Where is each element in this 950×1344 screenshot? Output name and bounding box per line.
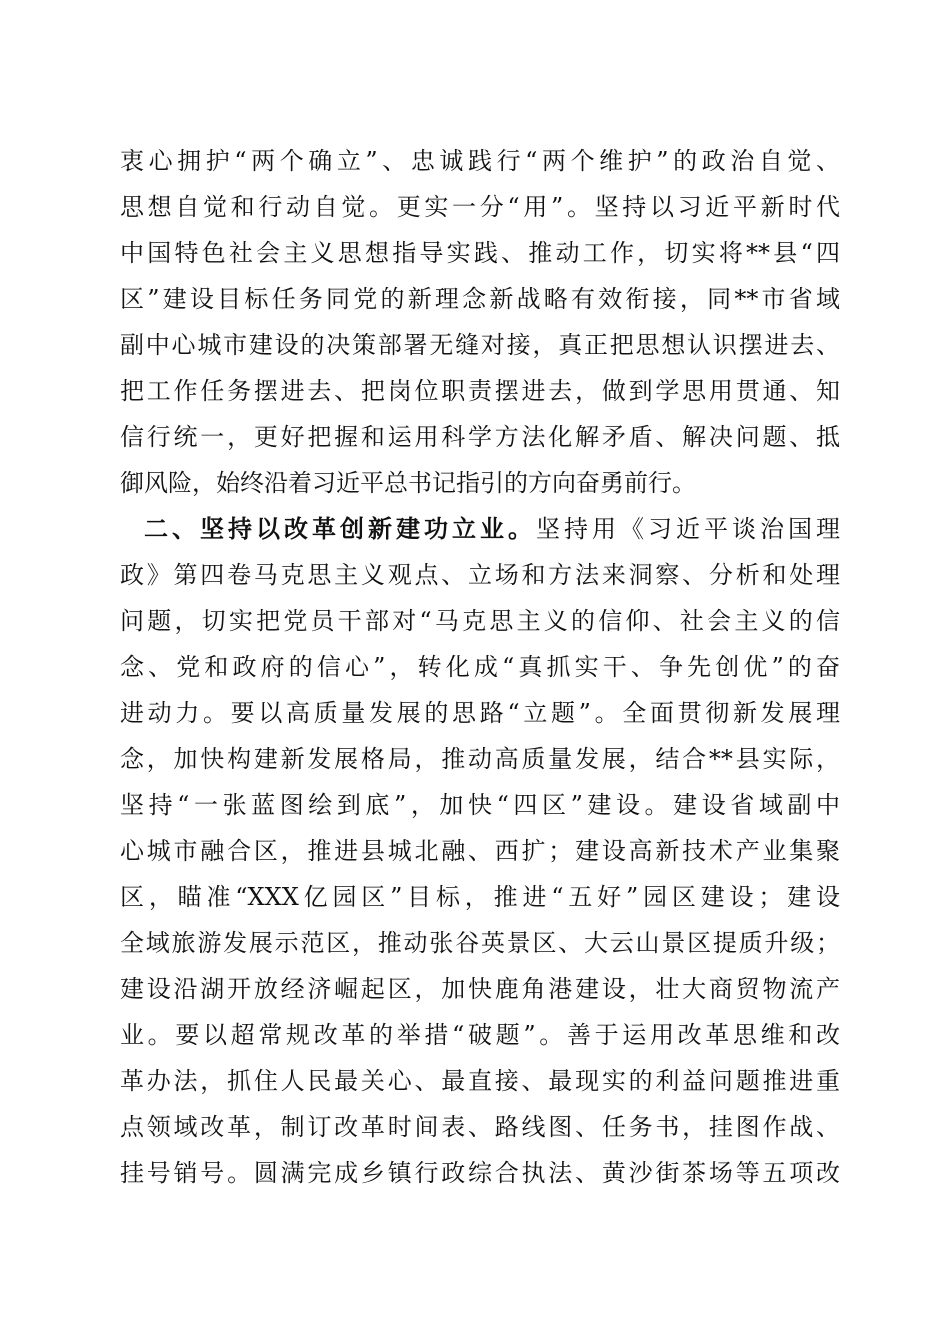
section-heading-line — [120, 506, 840, 552]
text-line: 进动力。要以高质量发展的思路“立题”。全面贯彻新发展理 — [120, 699, 840, 727]
text-line: 念、党和政府的信心”，转化成“真抓实干、争先创优”的奋 — [120, 653, 840, 681]
text-line: 把工作任务摆进去、把岗位职责摆进去，做到学思用贯通、知 — [120, 377, 840, 405]
text-line: 挂号销号。圆满完成乡镇行政综合执法、黄沙街茶场等五项改 — [120, 1159, 840, 1187]
text-line: 坚持“一张蓝图绘到底”，加快“四区”建设。建设省域副中 — [120, 791, 840, 819]
text-line: 中国特色社会主义思想指导实践、推动工作，切实将**县“四 — [120, 239, 840, 267]
text-line: 政》第四卷马克思主义观点、立场和方法来洞察、分析和处理 — [120, 561, 840, 589]
section-heading: 二、坚持以改革创新建功立业。 — [144, 514, 536, 543]
text-line: 信行统一，更好把握和运用科学方法化解矛盾、解决问题、抵 — [120, 423, 840, 451]
text-line: 区”建设目标任务同党的新理念新战略有效衔接，同**市省域 — [120, 285, 840, 313]
body-text — [120, 138, 840, 1196]
text-line: 御风险，始终沿着习近平总书记指引的方向奋勇前行。 — [120, 469, 696, 497]
text-line: 副中心城市建设的决策部署无缝对接，真正把思想认识摆进去、 — [120, 331, 840, 359]
text-line: 衷心拥护“两个确立”、忠诚践行“两个维护”的政治自觉、 — [120, 147, 840, 175]
text-line: 点领域改革，制订改革时间表、路线图、任务书，挂图作战、 — [120, 1113, 840, 1141]
text-line: 业。要以超常规改革的举措“破题”。善于运用改革思维和改 — [120, 1021, 840, 1049]
text-line: 问题，切实把党员干部对“马克思主义的信仰、社会主义的信 — [120, 607, 840, 635]
text-line: 思想自觉和行动自觉。更实一分“用”。坚持以习近平新时代 — [120, 193, 840, 221]
text-line: 全域旅游发展示范区，推动张谷英景区、大云山景区提质升级； — [120, 929, 840, 957]
text-line: 建设沿湖开放经济崛起区，加快鹿角港建设，壮大商贸物流产 — [120, 975, 840, 1003]
text-line: 心城市融合区，推进县城北融、西扩；建设高新技术产业集聚 — [120, 837, 840, 865]
text-line: 念，加快构建新发展格局，推动高质量发展，结合**县实际， — [120, 745, 840, 773]
text-line: 区，瞄准“XXX亿园区”目标，推进“五好”园区建设；建设 — [120, 883, 840, 911]
section-first-line-text: 坚持用《习近平谈治国理 — [536, 515, 840, 543]
text-line: 革办法，抓住人民最关心、最直接、最现实的利益问题推进重 — [120, 1067, 840, 1095]
